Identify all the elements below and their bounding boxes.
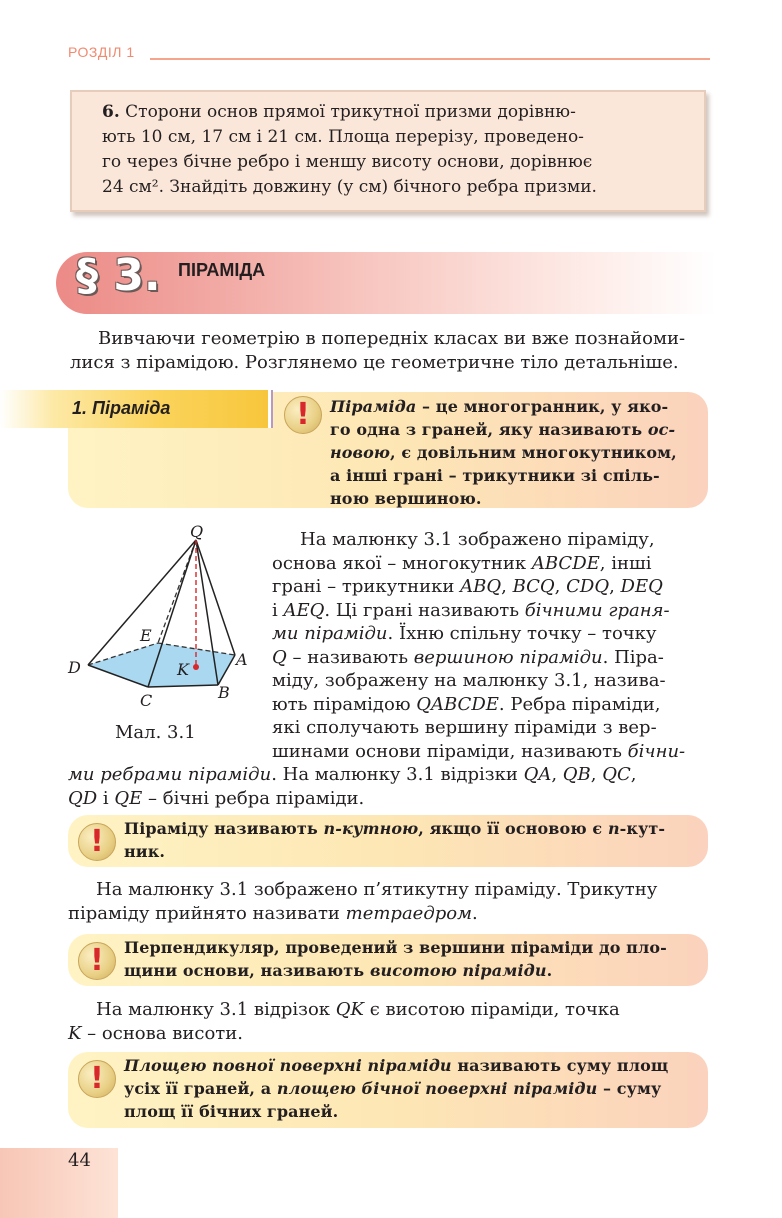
body-span: QC xyxy=(602,764,631,785)
body-span: . Пірa- xyxy=(602,646,664,668)
header-rule xyxy=(150,58,710,60)
body-span: CDQ xyxy=(566,576,610,597)
term: площею бічної поверхні піраміди xyxy=(276,1079,598,1098)
body-span: основа якої – многокутник xyxy=(272,552,532,574)
body-span: – бічні ребра піраміди. xyxy=(142,787,365,809)
task-text xyxy=(102,100,682,200)
pyramid-figure xyxy=(60,525,270,710)
body-span: QA xyxy=(523,764,552,785)
def-span: ник. xyxy=(124,842,166,861)
def-span: ною вершиною. xyxy=(330,489,482,508)
body-paragraph-2 xyxy=(68,878,710,925)
section-label: РОЗДІЛ 1 xyxy=(68,44,135,60)
def-span: го одна з граней, яку називають xyxy=(330,420,648,439)
label-a: A xyxy=(236,650,248,669)
term: ос- xyxy=(647,420,676,439)
body-span: , xyxy=(551,764,563,785)
body-span: шинами основи піраміди, називають xyxy=(272,740,628,762)
def-span: – це многогранник, у яко- xyxy=(416,397,669,416)
body-span: , xyxy=(590,764,603,785)
definition-height-text xyxy=(124,936,702,982)
term: новою xyxy=(330,443,391,462)
body-span: AEQ xyxy=(283,599,325,621)
body-line: На малюнку 3.1 зображено п’ятикутну піраміду. Трикутну xyxy=(96,879,658,900)
subsection-label: 1. Піраміда xyxy=(72,398,171,418)
def-span: називають суму площ xyxy=(451,1056,669,1075)
def-span: Перпендикуляр, проведений з вершини піраміди до пло- xyxy=(124,938,667,957)
body-span: BCQ xyxy=(512,576,555,597)
exclamation-icon: ! xyxy=(284,396,322,434)
body-span: QABCDE xyxy=(416,693,499,715)
body-paragraph-1-cont xyxy=(68,763,710,810)
task-line: Сторони основ прямої трикутної призми дорівню- xyxy=(125,102,576,122)
body-paragraph-3 xyxy=(68,998,710,1045)
body-line: міду, зображену на малюнку 3.1, назива- xyxy=(272,670,666,691)
intro-paragraph xyxy=(70,327,710,374)
def-span: щини основи, називають xyxy=(124,961,370,980)
body-span: , xyxy=(630,764,637,785)
term: Піраміда xyxy=(330,397,417,416)
body-span: бічними граня- xyxy=(524,599,670,621)
intro-line: лися з пірамідою. Розглянемо це геометричне тіло детальніше. xyxy=(70,351,679,373)
body-span: QK xyxy=(335,999,364,1020)
body-span: На малюнку 3.1 відрізок xyxy=(96,999,336,1020)
body-line: На малюнку 3.1 зображено піраміду, xyxy=(300,529,655,550)
point-k xyxy=(193,664,199,670)
body-span: , xyxy=(501,576,513,597)
body-span: грані – трикутники xyxy=(272,576,461,597)
term: Площею повної поверхні піраміди xyxy=(124,1056,452,1075)
def-span: усіх її граней, а xyxy=(124,1079,277,1098)
body-span: Q xyxy=(272,646,287,668)
def-span: , якщо її основою є xyxy=(418,819,608,838)
task-number: 6. xyxy=(102,102,120,122)
definition-surface-area-text xyxy=(124,1054,702,1123)
label-c: C xyxy=(140,691,153,710)
body-span: QE xyxy=(114,787,143,809)
task-line: ють 10 см, 17 см і 21 см. Площа перерізу, проведено- xyxy=(102,127,584,147)
body-span: , xyxy=(609,576,621,597)
label-d: D xyxy=(68,658,81,677)
body-span: . Ребра піраміди, xyxy=(498,693,661,715)
intro-line: Вивчаючи геометрію в попередніх класах ви вже познайоми- xyxy=(98,328,686,349)
body-span: вершиною піраміди xyxy=(413,646,603,668)
body-span: , інші xyxy=(599,552,652,574)
def-span: n xyxy=(607,819,620,838)
def-span: Піраміду називають xyxy=(124,819,324,838)
def-span: – суму xyxy=(597,1079,662,1098)
exclamation-icon: ! xyxy=(78,942,116,980)
def-span: -кут- xyxy=(619,819,666,838)
label-e: E xyxy=(140,626,152,645)
task-line: 24 см². Знайдіть довжину (у см) бічного ребра призми. xyxy=(102,177,597,197)
edge-qa xyxy=(196,540,235,655)
exclamation-icon: ! xyxy=(78,823,116,861)
body-span: , xyxy=(554,576,567,597)
body-span: – називають xyxy=(286,646,414,668)
body-paragraph-1 xyxy=(272,528,710,763)
body-span: ABQ xyxy=(460,576,502,597)
body-span: DEQ xyxy=(620,576,663,597)
body-span: . Їхню спільну точку – точку xyxy=(387,623,657,644)
page-number: 44 xyxy=(68,1150,91,1171)
body-span: K xyxy=(68,1022,82,1044)
task-line: го через бічне ребро і меншу висоту основи, дорівнює xyxy=(102,152,593,172)
def-span: . xyxy=(546,961,553,980)
body-span: і xyxy=(272,599,284,621)
section-title: ПІРАМІДА xyxy=(178,260,266,280)
body-span: ми піраміди xyxy=(272,623,388,644)
exclamation-icon: ! xyxy=(78,1060,116,1098)
body-span: . xyxy=(472,902,478,924)
body-span: ми ребрами піраміди xyxy=(68,764,272,785)
body-span: і xyxy=(97,787,115,809)
section-number: § 3. xyxy=(76,250,161,301)
body-span: QB xyxy=(562,764,591,785)
label-k: K xyxy=(177,660,189,679)
term: n-кутною xyxy=(323,819,419,838)
def-span: площ її бічних граней. xyxy=(124,1102,339,1121)
definition-pyramid-text xyxy=(330,395,698,510)
body-span: тетраедром xyxy=(345,902,473,924)
edge-qd xyxy=(88,540,196,665)
definition-n-gonal-text xyxy=(124,817,702,863)
term: висотою піраміди xyxy=(369,961,547,980)
body-span: QD xyxy=(68,787,98,809)
label-b: B xyxy=(218,683,230,702)
body-span: ABCDE xyxy=(531,552,600,574)
page-number-band xyxy=(0,1148,118,1218)
body-span: піраміду прийнято називати xyxy=(68,902,346,924)
body-span: . Ці грані називають xyxy=(324,599,525,621)
figure-caption: Мал. 3.1 xyxy=(115,722,196,743)
def-span: , є довільним многокутником, xyxy=(390,443,677,462)
body-line: які сполучають вершину піраміди з вер- xyxy=(272,717,657,738)
body-span: – основа висоти. xyxy=(81,1022,243,1044)
body-span: є висотою піраміди, точка xyxy=(364,999,620,1020)
body-span: . На малюнку 3.1 відрізки xyxy=(271,764,524,785)
body-span: бічни- xyxy=(627,740,686,762)
body-span: ють пірамідою xyxy=(272,693,417,715)
label-q: Q xyxy=(190,525,204,541)
def-span: а інші грані – трикутники зі спіль- xyxy=(330,466,660,485)
